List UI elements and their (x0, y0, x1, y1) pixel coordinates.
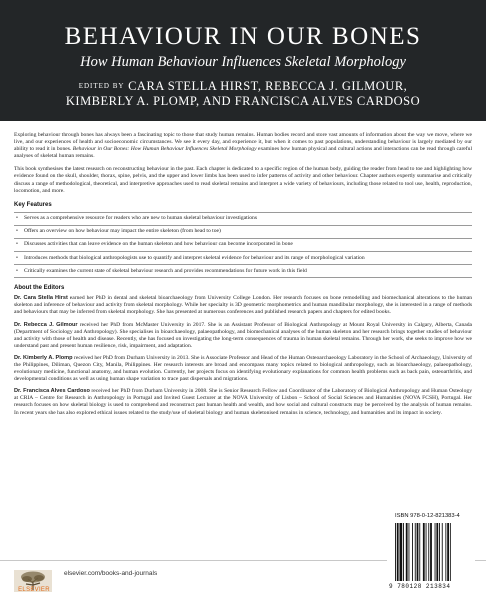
editor-name: Dr. Cara Stella Hirst (14, 295, 68, 302)
feature-text: Offers an overview on how behaviour may impact the entire skeleton (from head to toe) (24, 228, 221, 235)
feature-item (14, 239, 472, 252)
book-subtitle: How Human Behaviour Influences Skeletal Morphology (80, 54, 406, 70)
editors-line-1 (0, 79, 486, 94)
feature-text: Discusses activities that can leave evidence on the human skeleton and how behaviour can become incorporated in bone (24, 241, 293, 248)
editor-bio-text: received her PhD from Durham University in 2008. She is Senior Research Fellow and Coordinator of the Laboratory of Biological Anthropology and Human Osteology at CRIA – Centre for Research in Anthropology in Portugal and Invited Guest Lecturer at the NOVA University of Lisbon – School of Social Sciences and Humanities (NOVA FCSH), Portugal. Her research focuses on how skeletal biology is used to comprehend and reconstruct past human health and wealth, and how social and cultural constructs may be perceived by the analysis of human remains. In recent years she has also explored ethical issues related to the study/use of skeletal biology and human skeletonised remains in science, technology, and humanities and its impact in society. (14, 388, 472, 416)
editor-bio (14, 295, 472, 316)
barcode-bar (426, 523, 427, 581)
bullet-icon: • (16, 241, 18, 248)
feature-item (14, 265, 472, 278)
intro-p1-b: examines how human physical and cultural actions and interactions can be read through careful analyses of skeletal human remains. (14, 146, 473, 160)
barcode-icon (393, 523, 469, 581)
bullet-icon: • (16, 254, 18, 261)
barcode-bar (436, 523, 438, 581)
barcode-bar (428, 523, 429, 581)
feature-text: Serves as a comprehensive resource for readers who are new to human skeletal behaviour investigations (24, 215, 257, 222)
about-editors-heading: About the Editors (14, 285, 65, 292)
editor-name: Dr. Kimberly A. Plomp (14, 354, 73, 361)
intro-p1-book-title: Behaviour in Our Bones: How Human Behaviour Influences Skeletal Morphology (72, 146, 257, 153)
feature-text: Introduces methods that biological anthropologists use to quantify and interpret skeletal evidence for behaviour and its range of morphological variation (24, 254, 365, 261)
feature-item (14, 226, 472, 239)
barcode-bar (417, 523, 419, 581)
publisher-logo-text: ELSEVIER (18, 587, 50, 593)
barcode-bar (397, 523, 399, 581)
isbn-barcode-block (387, 510, 475, 594)
barcode-bar (412, 523, 413, 581)
barcode-bar (409, 523, 410, 581)
barcode-bar (423, 523, 425, 581)
editors-block (0, 79, 486, 109)
editor-bio-text: received her PhD from Durham University in 2013. She is Associate Professor and Head of the Human Osteoarchaeology Laboratory in the School of Archaeology, University of the Philippines, Diliman, Quezon City, Manila, Philippines. Her research interests are broad and encompass many topics related to biological anthropology, such as bioarchaeology, palaeopathology, evolutionary medicine, functional anatomy, and human evolution. Currently, her projects focus on identifying evolutionary explanations for common health problems such as back pain, osteoarthritis, and developmental conditions as well as using human shape variation to trace past dispersals and migrations. (14, 354, 473, 383)
editor-name: Dr. Francisca Alves Cardoso (14, 388, 90, 395)
barcode-bar (395, 523, 396, 581)
isbn-number: ISBN 978-0-12-821383-4 (395, 513, 460, 519)
key-features-heading: Key Features (14, 201, 52, 208)
bullet-icon: • (16, 267, 18, 274)
publisher-url[interactable]: elsevier.com/books-and-journals (64, 570, 158, 577)
feature-item (14, 252, 472, 265)
barcode-bar (447, 523, 449, 581)
editor-bio (14, 322, 472, 350)
editor-bio-text: earned her PhD in dental and skeletal bioarchaeology from University College London. Her research focuses on bone remodelling and biomechanical alterations to the human skeleton and inference of behaviour and activity from skeletal morphology. While her specialty is 3D geometric morphometrics and human mandibular morphology, she is interested in a range of methods and behaviours that may be inferred from skeletal morphology. She has presented at numerous conferences and published research papers and chapters for edited books. (14, 295, 473, 316)
intro-paragraph-2: This book synthesises the latest research on reconstructing behaviour in the past. Each chapter is dedicated to a specific region of the human body, guiding the reader from head to toe and highlighting how evidence found on the skull, shoulder, thorax, spine, pelvis, and the upper and lower limbs has been used to infer patterns of activity and other behaviour. Chapter authors expertly summarise and critically discuss a range of methodological, theoretical, and interpretive approaches used to read skeletal remains and interpret a wide variety of behaviours, including those related to tool use, health, reproduction, locomotion, and more. (14, 166, 472, 194)
intro-paragraph-1 (14, 132, 472, 160)
edited-by-label: EDITED BY (78, 82, 125, 90)
editor-bio (14, 388, 472, 416)
barcode-bar (430, 523, 432, 581)
barcode-bar (445, 523, 446, 581)
barcode-bar (406, 523, 408, 581)
feature-item (14, 212, 472, 226)
barcode-bar (415, 523, 416, 581)
barcode-bar (450, 523, 451, 581)
editor-bio (14, 355, 472, 383)
bullet-icon: • (16, 228, 18, 235)
barcode-bar (442, 523, 443, 581)
barcode-bar (435, 523, 436, 581)
editors-line-2: KIMBERLY A. PLOMP, AND FRANCISCA ALVES CARDOSO (65, 94, 421, 108)
description-body (14, 132, 472, 422)
book-title: BEHAVIOUR IN OUR BONES (64, 23, 422, 50)
barcode-bar (419, 523, 420, 581)
barcode-number: 9 780128 213834 (389, 583, 451, 590)
feature-text: Critically examines the current state of skeletal behaviour research and provides recommendations for future work in this field (24, 267, 307, 274)
cover-header (0, 0, 486, 121)
editor-name: Dr. Rebecca J. Gilmour (14, 321, 78, 328)
editor-bio-text: received her PhD from McMaster University in 2017. She is an Assistant Professor of Biological Anthropology at Mount Royal University in Calgary, Alberta, Canada (Department of Sociology and Anthropology). She specialises in bioarchaeology, palaeopathology, and biomechanical analyses of the human skeleton and her research brings together studies of behaviour and activity with those of health and disease. Recently, she has focused on investigating the long-term consequences of trauma in human skeletal remains. Through her work, she seeks to improve how we understand past and present human resilience, risk, impairment, and adaptation. (14, 321, 472, 349)
barcode-bar (400, 523, 403, 581)
barcode-bar (439, 523, 440, 581)
bullet-icon: • (16, 215, 18, 222)
key-features-list (14, 212, 472, 278)
barcode-bar (403, 523, 404, 581)
intro-p1-a: Exploring behaviour through bones has always been a fascinating topic to those that study human remains. Human bodies record and store vast amounts of information about the way we move, where we live, and our experiences of health and socioeconomic circumstances. We see it every day, and experience it, but when it comes to past populations, understanding behaviour is largely mediated by our ability to read it in bones. (14, 132, 472, 153)
editors-names-1: CARA STELLA HIRST, REBECCA J. GILMOUR, (128, 79, 408, 93)
